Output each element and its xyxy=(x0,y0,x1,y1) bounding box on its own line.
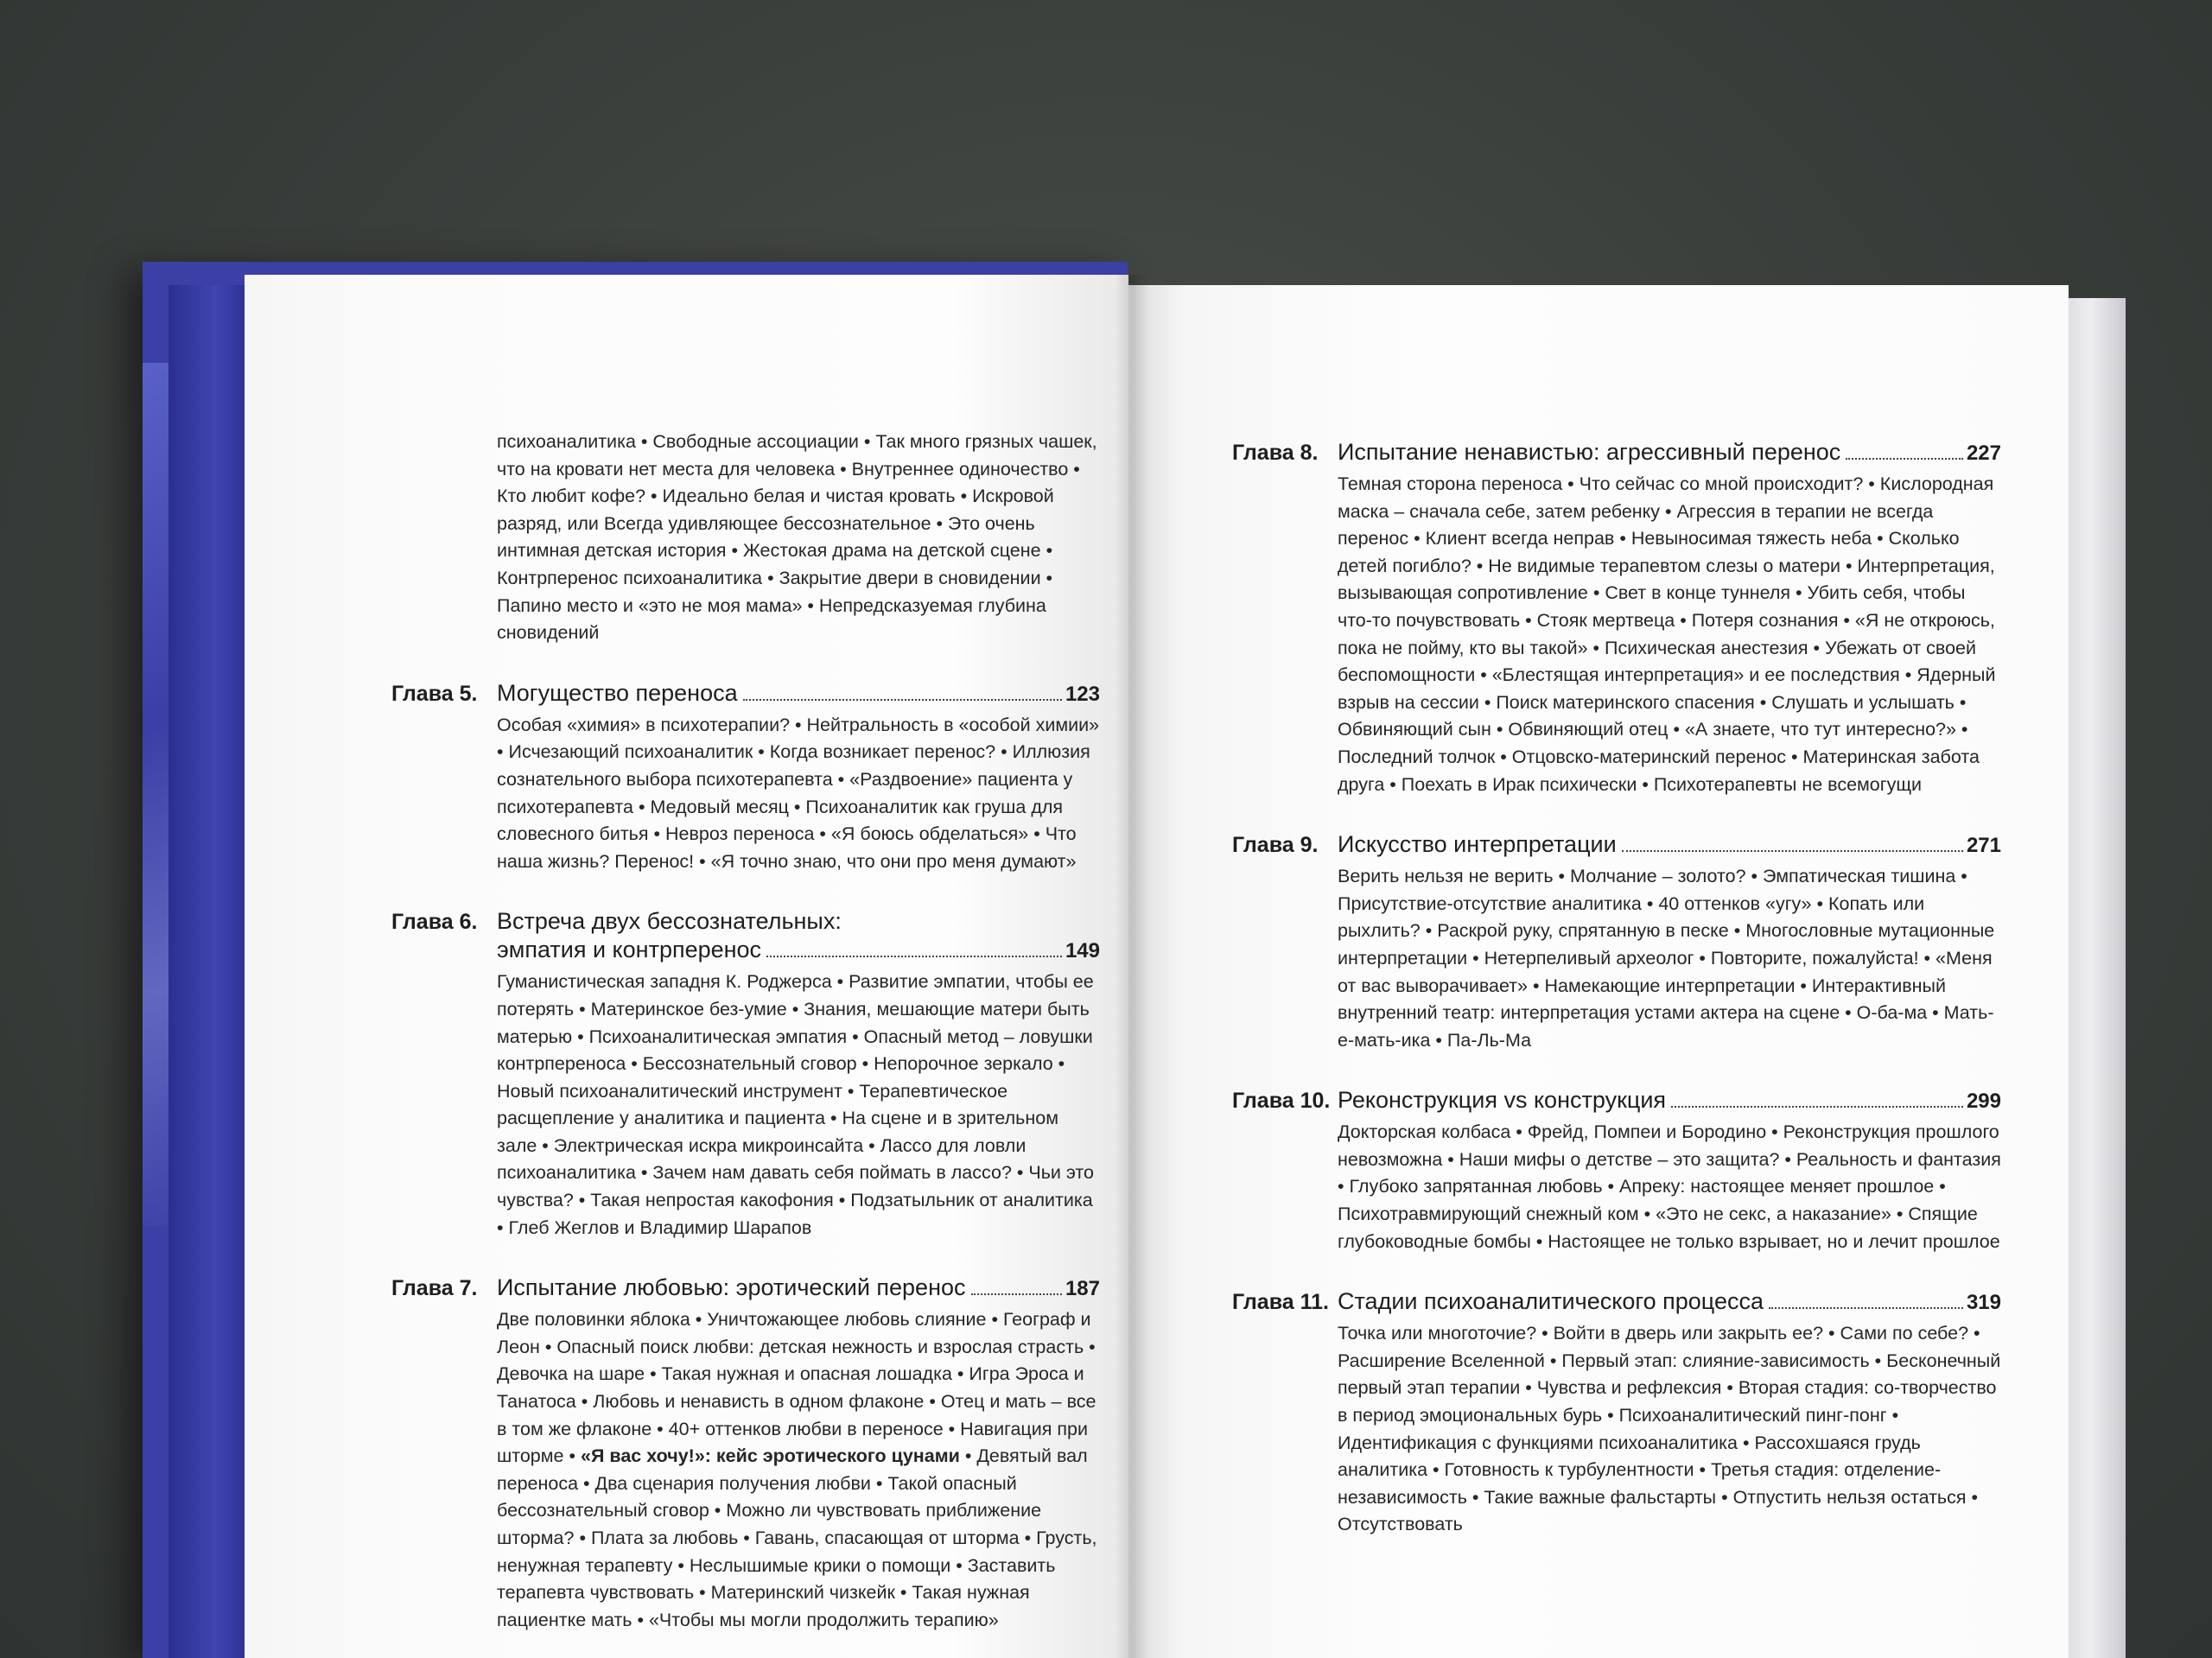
chapter-page-number: 227 xyxy=(1966,441,2001,465)
chapter-label: Глава 11. xyxy=(1232,1290,1329,1315)
chapter-page-number: 319 xyxy=(1966,1291,2001,1315)
toc-entry-chapter-10 xyxy=(1232,1087,2001,1255)
chapter-label: Глава 5. xyxy=(391,681,478,706)
chapter-topics: Гуманистическая западня К. Роджерса • Развитие эмпатии, чтобы ее потерять • Материнское без-умие • Знания, мешающие матери быть матерью • Психоаналитическая эмпатия • Опасный метод – ловушки контрпереноса • Бессознательный сговор • Непорочное зеркало • Новый психоаналитический инструмент • Терапевтическое расщепление у аналитика и пациента • На сцене и в зрительном зале • Электрическая искра микроинсайта • Лассо для ловли психоаналитика • Зачем нам давать себя поймать в лассо? • Чьи это чувства? • Такая непростая какофония • Подзатыльник от аналитика • Глеб Жеглов и Владимир Шарапов xyxy=(497,971,1094,1238)
dot-leader xyxy=(1671,1106,1963,1108)
chapter-label: Глава 9. xyxy=(1232,833,1319,858)
chapter-label: Глава 8. xyxy=(1232,441,1319,465)
right-page xyxy=(1128,285,2069,1658)
book-gutter-shadow xyxy=(1115,275,1149,1658)
chapter-page-number: 149 xyxy=(1065,939,1100,963)
topics-part-2: • Девятый вал переноса • Два сценария получения любви • Такой опасный бессознательный сговор • Можно ли чувствовать приближение шторма? • Плата за любовь • Гавань, спасающая от шторма • Грусть, ненужная терапевту • Неслышимые крики о помощи • Заставить терапевта чувствовать • Материнский чизкейк • Такая нужная пациентке мать • «Чтобы мы могли продолжить терапию» xyxy=(497,1445,1097,1630)
chapter-topics: Темная сторона переноса • Что сейчас со мной происходит? • Кислородная маска – сначала себе, затем ребенку • Агрессия в терапии не всегда перенос • Клиент всегда неправ • Невыносимая тяжесть неба • Сколько детей погибло? • Не видимые терапевтом слезы о матери • Интерпретация, вызывающая сопротивление • Свет в конце туннеля • Убить себя, чтобы что-то почувствовать • Стояк мертвеца • Потеря сознания • «Я не откроюсь, пока не пойму, кто вы такой» • Психическая анестезия • Убежать от своей беспомощности • «Блестящая интерпретация» и ее последствия • Ядерный взрыв на сессии • Поиск материнского спасения • Слушать и услышать • Обвиняющий сын • Обвиняющий отец • «А знаете, что тут интересно?» • Последний толчок • Отцовско-материнский перенос • Материнская забота друга • Поехать в Ирак психически • Психотерапевты не всемогущи xyxy=(1338,473,1996,795)
chapter-page-number: 187 xyxy=(1065,1277,1100,1301)
chapter-4-continuation: психоаналитика • Свободные ассоциации • Так много грязных чашек, что на кровати нет места для человека • Внутреннее одиночество • Кто любит кофе? • Идеально белая и чистая кровать • Искровой разряд, или Всегда удивляющее бессознательное • Это очень интимная детская история • Жестокая драма на детской сцене • Контрперенос психоаналитика • Закрытие двери в сновидении • Папино место и «это не моя мама» • Непредсказуемая глубина сновидений xyxy=(497,431,1097,644)
chapter-title-line-2: эмпатия и контрперенос xyxy=(497,937,762,963)
left-page xyxy=(245,275,1128,1658)
toc-entry-chapter-7 xyxy=(391,1274,1100,1634)
chapter-page-number: 271 xyxy=(1966,834,2001,858)
chapter-title-line-1: Встреча двух бессознательных: xyxy=(497,908,842,935)
dot-leader xyxy=(766,956,1062,957)
chapter-title: Стадии психоаналитического процесса xyxy=(1338,1288,1764,1315)
dot-leader xyxy=(971,1293,1062,1295)
chapter-topics: Докторская колбаса • Фрейд, Помпеи и Бородино • Реконструкция прошлого невозможна • Наши мифы о детстве – это защита? • Реальность и фантазия • Глубоко запрятанная любовь • Апреку: настоящее меняет прошлое • Психотравмирующий снежный ком • «Это не секс, а наказание» • Спящие глубоководные бомбы • Настоящее не только взрывает, но и лечит прошлое xyxy=(1338,1121,2001,1252)
chapter-label: Глава 6. xyxy=(391,910,478,935)
topics-bold-case: «Я вас хочу!»: кейс эротического цунами xyxy=(581,1445,960,1467)
chapter-title: Искусство интерпретации xyxy=(1338,831,1617,858)
dot-leader xyxy=(1846,458,1963,460)
left-toc-column xyxy=(391,429,1100,1634)
dot-leader xyxy=(1769,1307,1963,1309)
chapter-title: Реконструкция vs конструкция xyxy=(1338,1087,1667,1114)
chapter-label: Глава 7. xyxy=(391,1276,478,1301)
chapter-topics: Точка или многоточие? • Войти в дверь или закрыть ее? • Сами по себе? • Расширение Вселенной • Первый этап: слияние-зависимость • Бесконечный первый этап терапии • Чувства и рефлексия • Вторая стадия: со-творчество в период эмоциональных бурь • Психоаналитический пинг-понг • Идентификация с функциями психоаналитика • Рассохшаяся грудь аналитика • Готовность к турбулентности • Третья стадия: отделение-независимость • Такие важные фальстарты • Отпустить нельзя остаться • Отсутствовать xyxy=(1338,1323,2001,1535)
chapter-page-number: 299 xyxy=(1966,1089,2001,1114)
cover-endpaper xyxy=(168,285,246,1658)
right-toc-column xyxy=(1232,439,2001,1539)
chapter-label: Глава 10. xyxy=(1232,1089,1331,1114)
toc-entry-chapter-5 xyxy=(391,680,1100,876)
chapter-title: Испытание ненавистью: агрессивный перенос xyxy=(1338,439,1841,465)
toc-entry-chapter-11 xyxy=(1232,1288,2001,1539)
chapter-topics xyxy=(497,1306,1100,1634)
chapter-topics: Верить нельзя не верить • Молчание – золото? • Эмпатическая тишина • Присутствие-отсутствие аналитика • 40 оттенков «угу» • Копать или рыхлить? • Раскрой руку, спрятанную в песке • Многословные мутационные интерпретации • Нетерпеливый археолог • Повторите, пожалуйста! • «Меня от вас выворачивает» • Намекающие интерпретации • Интерактивный внутренний театр: интерпретация устами актера на сцене • О-ба-ма • Мать-е-мать-ика • Па-Ль-Ма xyxy=(1338,866,1995,1051)
toc-entry-chapter-8 xyxy=(1232,439,2001,798)
topics-part-1: Две половинки яблока • Уничтожающее любовь слияние • Географ и Леон • Опасный поиск любви: детская нежность и взрослая страсть • Девочка на шаре • Такая нужная и опасная лошадка • Игра Эроса и Танатоса • Любовь и ненависть в одном флаконе • Отец и мать – все в том же флаконе • 40+ оттенков любви в переносе • Навигация при шторме • xyxy=(497,1309,1096,1467)
dot-leader xyxy=(1622,850,1963,852)
toc-entry-chapter-6 xyxy=(391,908,1100,1242)
toc-entry-chapter-9 xyxy=(1232,831,2001,1054)
dot-leader xyxy=(743,699,1062,701)
chapter-page-number: 123 xyxy=(1065,682,1100,706)
chapter-topics: Особая «химия» в психотерапии? • Нейтральность в «особой химии» • Исчезающий психоаналитик • Когда возникает перенос? • Иллюзия сознательного выбора психотерапевта • «Раздвоение» пациента у психотерапевта • Медовый месяц • Психоаналитик как груша для словесного битья • Невроз переноса • «Я боюсь обделаться» • Что наша жизнь? Перенос! • «Я точно знаю, что они про меня думают» xyxy=(497,714,1100,872)
chapter-title: Могущество переноса xyxy=(497,679,738,706)
chapter-title: Испытание любовью: эротический перенос xyxy=(497,1274,966,1301)
